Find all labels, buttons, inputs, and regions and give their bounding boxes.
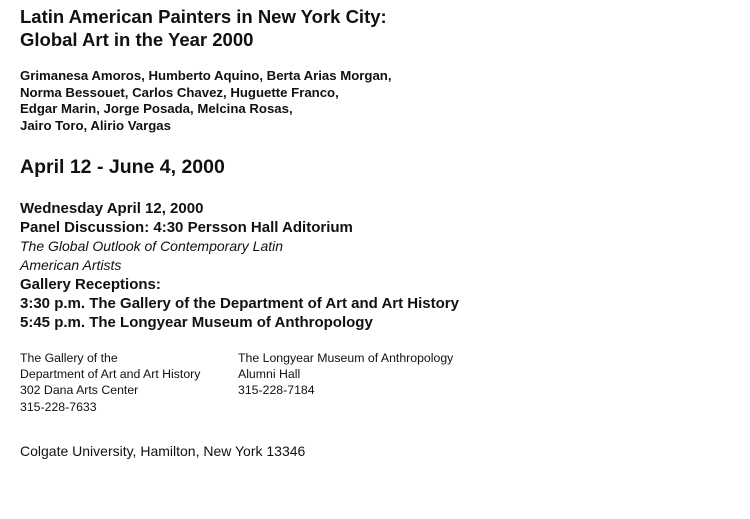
- gallery-address-line: The Gallery of the: [20, 350, 118, 365]
- panel-discussion: Panel Discussion: 4:30 Persson Hall Aditorium: [20, 218, 353, 236]
- museum-phone: 315-228-7184: [238, 383, 315, 398]
- exhibition-title: [20, 6, 740, 51]
- university-address: Colgate University, Hamilton, New York 13346: [20, 442, 306, 459]
- receptions-heading: Gallery Receptions:: [20, 275, 161, 293]
- event-schedule: [20, 199, 740, 332]
- gallery-address-line: 302 Dana Arts Center: [20, 383, 139, 398]
- title-line-1: Latin American Painters in New York City:: [20, 6, 387, 27]
- exhibition-dates: April 12 - June 4, 2000: [20, 155, 225, 178]
- panel-title-line-1: The Global Outlook of Contemporary Latin: [20, 237, 284, 254]
- artist-list: [20, 68, 740, 135]
- gallery-address: [20, 350, 200, 415]
- gallery-address-line: Department of Art and Art History: [20, 367, 201, 382]
- title-line-2: Global Art in the Year 2000: [20, 28, 254, 50]
- museum-address-line: Alumni Hall: [238, 367, 301, 382]
- reception-museum: 5:45 p.m. The Longyear Museum of Anthropology: [20, 313, 373, 331]
- gallery-phone: 315-228-7633: [20, 399, 97, 414]
- event-day: Wednesday April 12, 2000: [20, 199, 204, 217]
- artist-line: Jairo Toro, Alirio Vargas: [20, 118, 171, 134]
- artist-line: Norma Bessouet, Carlos Chavez, Huguette Franco,: [20, 84, 339, 100]
- artist-line: Grimanesa Amoros, Humberto Aquino, Berta Arias Morgan,: [20, 68, 392, 83]
- artist-line: Edgar Marin, Jorge Posada, Melcina Rosas,: [20, 101, 293, 117]
- museum-address: [238, 350, 453, 399]
- museum-address-line: The Longyear Museum of Anthropology: [238, 350, 454, 365]
- panel-title-line-2: American Artists: [20, 256, 122, 273]
- announcement-page: [20, 6, 740, 460]
- contact-info: [20, 350, 740, 424]
- reception-gallery: 3:30 p.m. The Gallery of the Department of Art and Art History: [20, 294, 459, 312]
